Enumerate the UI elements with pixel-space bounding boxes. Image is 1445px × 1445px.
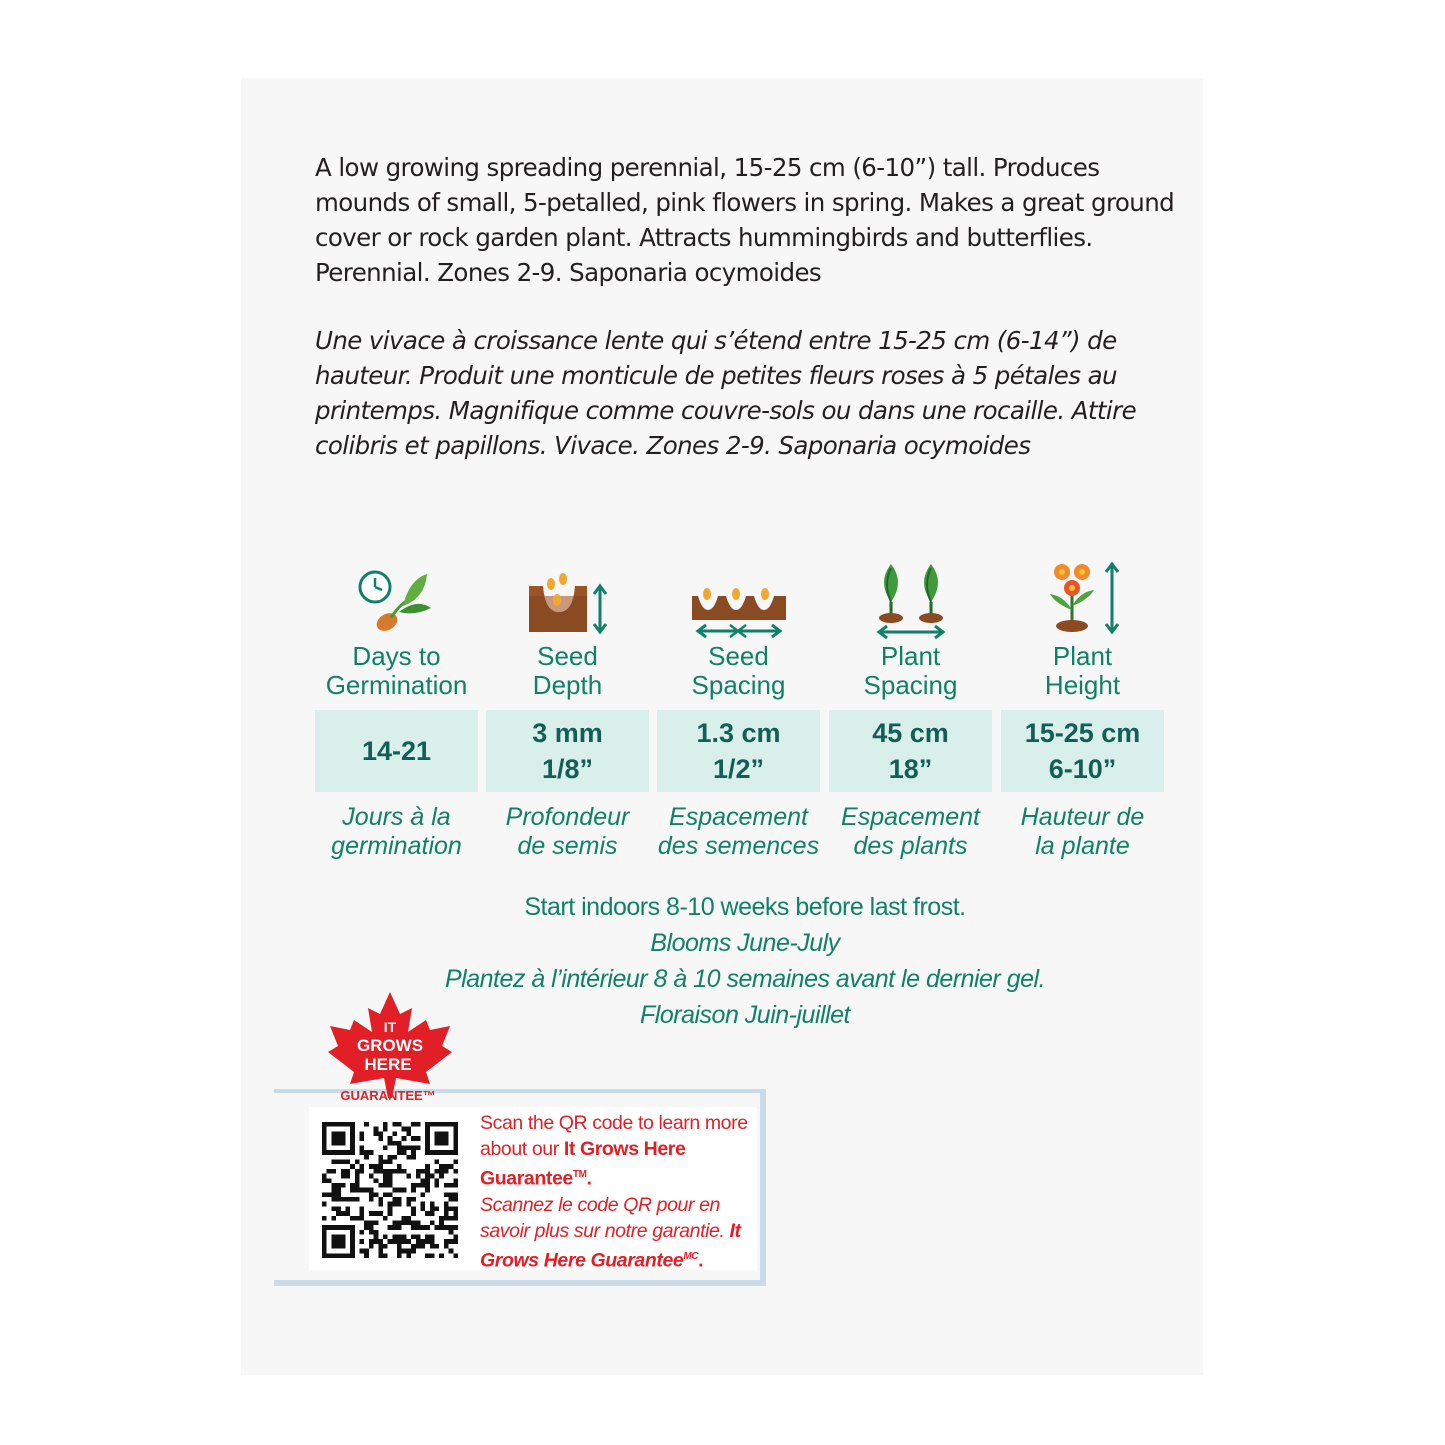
logo-text-grows: GROWS	[356, 1036, 424, 1055]
description-french: Une vivace à croissance lente qui s’étend entre 15-25 cm (6-14”) de hauteur. Produit une monticule de petites fleurs roses à 5 pétales au printemps. Magnifique comme couvre-sols ou dans une rocaille. Attire colibris et papillons. Vivace. Zones 2-9. Saponaria ocymoides	[315, 326, 1137, 460]
clock-sprout-icon	[357, 570, 435, 634]
logo-text-it: IT	[383, 1019, 397, 1035]
qr-code-icon[interactable]	[322, 1122, 458, 1258]
guarantee-name-en: It Grows Here Guarantee	[480, 1138, 686, 1190]
guarantee-name-fr: It Grows Here Guarantee	[480, 1219, 741, 1271]
label-fr-germination: Jours à la germination	[331, 803, 462, 860]
label-fr-plant-spacing: Espacement des plants	[841, 803, 980, 860]
instruction-bloom-fr: Floraison Juin-juillet	[640, 1001, 850, 1029]
label-seed-spacing: Seed Spacing	[691, 641, 786, 700]
logo-text-guarantee: GUARANTEE™	[340, 1088, 436, 1103]
instruction-start-fr: Plantez à l’intérieur 8 à 10 semaines avant le dernier gel.	[444, 965, 1046, 993]
guarantee-text-en: Scan the QR code to learn more about our	[480, 1112, 748, 1160]
plant-spacing-icon	[873, 562, 949, 640]
instruction-start-en: Start indoors 8-10 weeks before last frost.	[524, 893, 966, 921]
value-seed-depth: 3 mm 1/8”	[486, 710, 649, 792]
description-english: A low growing spreading perennial, 15-25 cm (6-10”) tall. Produces mounds of small, 5-petalled, pink flowers in spring. Makes a great ground cover or rock garden plant. Attracts hummingbirds and butterflies. Perennial. Zones 2-9. Saponaria ocymoides	[315, 153, 1175, 287]
label-plant-spacing: Plant Spacing	[863, 641, 958, 700]
label-plant-height: Plant Height	[1044, 641, 1121, 700]
value-plant-spacing: 45 cm 18”	[829, 710, 992, 792]
maple-leaf-logo	[326, 990, 454, 1105]
label-seed-depth: Seed Depth	[532, 641, 603, 700]
value-seed-spacing: 1.3 cm 1/2”	[657, 710, 820, 792]
plant-height-icon	[1046, 560, 1122, 634]
value-plant-height: 15-25 cm 6-10”	[1001, 710, 1164, 792]
logo-text-here: HERE	[364, 1055, 412, 1074]
label-fr-plant-height: Hauteur de la plante	[1020, 803, 1145, 860]
guarantee-text-fr: Scannez le code QR pour en savoir plus sur notre garantie.	[480, 1193, 730, 1242]
label-fr-seed-depth: Profondeur de semis	[505, 803, 630, 860]
label-fr-seed-spacing: Espacement des semences	[657, 803, 820, 860]
label-days-to-germination: Days to Germination	[325, 641, 468, 700]
instruction-bloom-en: Blooms June-July	[650, 929, 840, 957]
seed-spacing-icon	[690, 584, 788, 640]
guarantee-text: Scan the QR code to learn more about our It Grows Here Guarantee™. Scannez le code QR pour en savoir plus sur notre garantie. It Grows Here Guarantee$^{MC}$.	[480, 1112, 748, 1271]
value-days-to-germination: 14-21	[315, 710, 478, 792]
seed-depth-icon	[527, 572, 609, 636]
